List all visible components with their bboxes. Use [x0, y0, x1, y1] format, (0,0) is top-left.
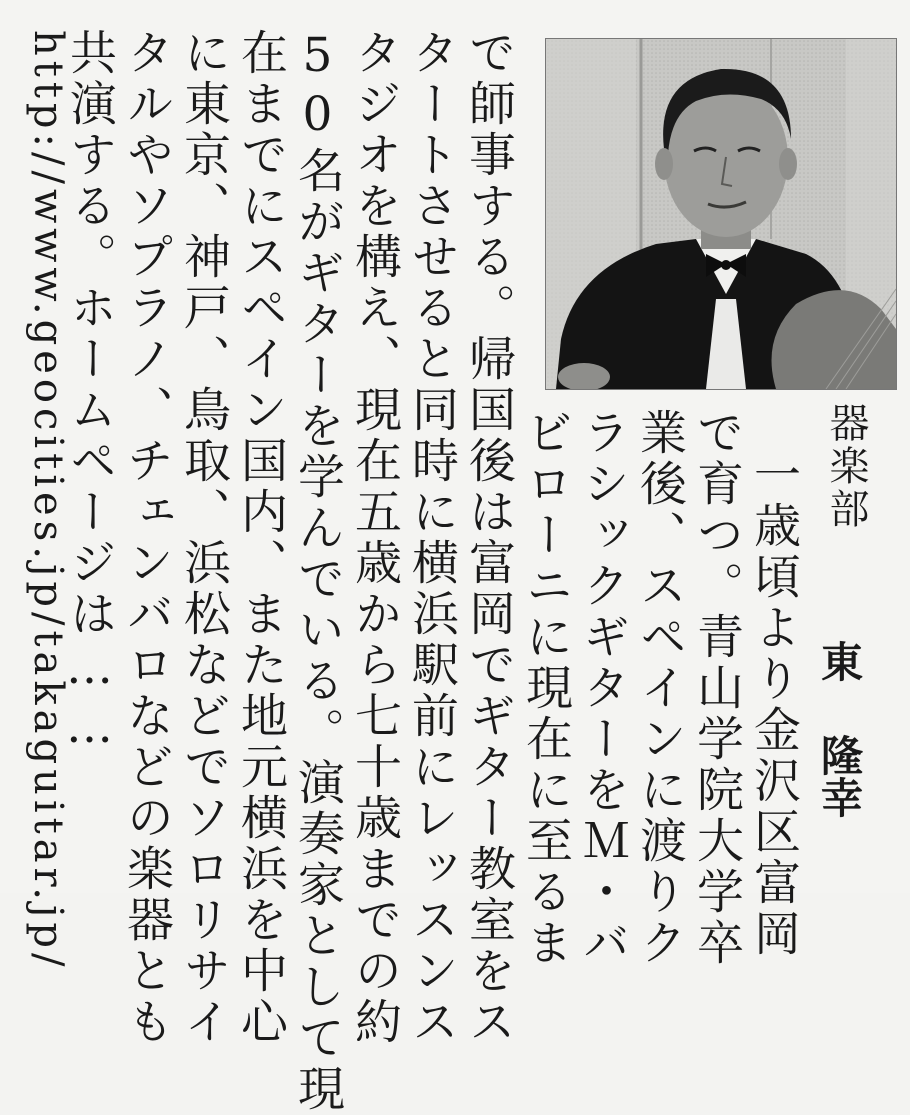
body-column-5: ビローニに現在に至るま — [518, 408, 573, 969]
department-label: 器楽部 — [823, 402, 869, 531]
body-column-8: タジオを構え、現在五歳から七十歳までの約 — [347, 28, 402, 1048]
homepage-url: http://www.geocities.jp/takaguitar.jp/ — [25, 30, 71, 972]
family-name: 東 — [815, 640, 864, 682]
body-column-13: 共演する。ホームページは…… — [62, 28, 117, 758]
person-name — [815, 640, 864, 850]
body-column-12: タルやソプラノ、チェンバロなどの楽器とも — [119, 28, 174, 1048]
body-column-2: で育つ。青山学院大学卒 — [689, 408, 744, 969]
body-column-11: に東京、神戸、鳥取、浜松などでソロリサイ — [176, 28, 231, 1048]
body-column-4: ラシックギターをＭ・バ — [575, 408, 630, 969]
portrait-photo — [545, 38, 897, 390]
given-name: 隆幸 — [815, 734, 864, 818]
body-column-3: 業後、スペインに渡りク — [632, 408, 687, 969]
body-column-6: で師事する。帰国後は富岡でギター教室をス — [461, 28, 516, 1048]
body-column-1: 一歳頃より金沢区富岡 — [746, 450, 801, 960]
body-column-7: タートさせると同時に横浜駅前にレッスンス — [404, 28, 459, 1048]
body-column-9: 50名がギターを学んでいる。演奏家として現 — [290, 28, 345, 1115]
body-column-10: 在までにスペイン国内、また地元横浜を中心 — [233, 28, 288, 1048]
